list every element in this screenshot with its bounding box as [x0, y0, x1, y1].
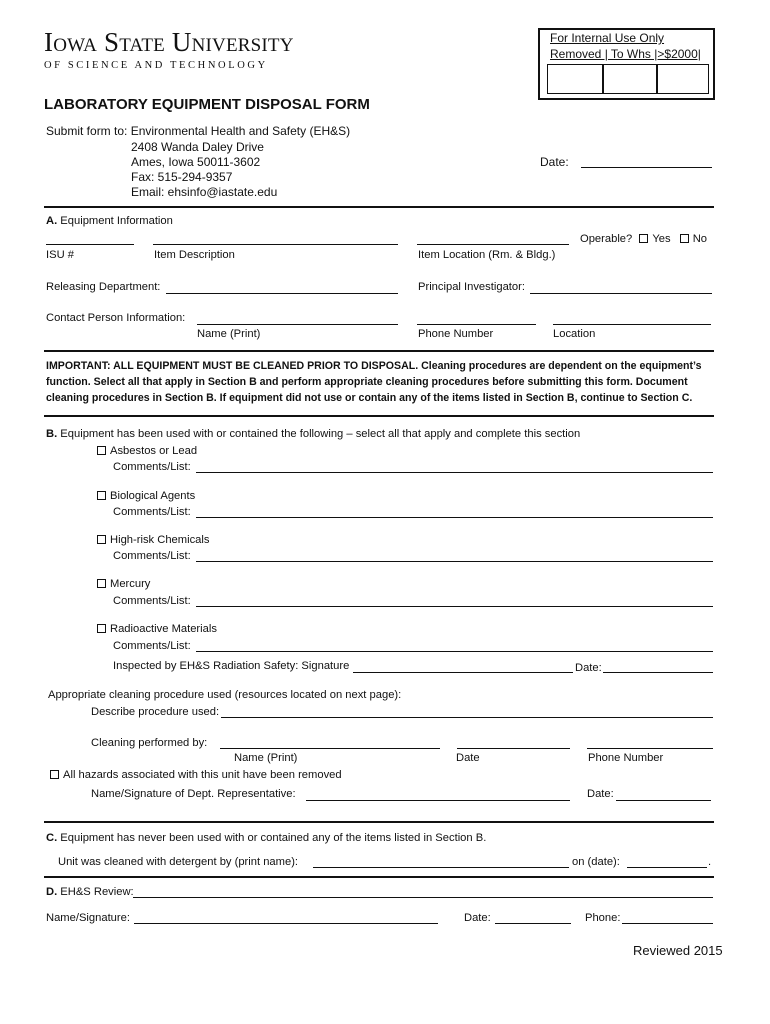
biological-agents-option[interactable] [97, 490, 195, 502]
section-c-title: Equipment has never been used with or contained any of the items listed in Section B. [60, 832, 487, 844]
internal-use-cell-to-whs[interactable] [603, 64, 657, 94]
ehs-name-signature-label: Name/Signature: [46, 912, 130, 924]
operable-yes-label: Yes [652, 233, 671, 245]
hazards-removed-label: All hazards associated with this unit have been removed [63, 769, 342, 781]
submit-address-line: 2408 Wanda Daley Drive [131, 140, 264, 154]
radiation-signature-field[interactable] [353, 672, 573, 673]
releasing-department-field[interactable] [166, 293, 398, 294]
hazards-removed-checkbox[interactable] [50, 770, 59, 779]
chemicals-comments-field[interactable] [196, 561, 713, 562]
radioactive-comments-field[interactable] [196, 651, 713, 652]
section-c-heading [46, 832, 486, 844]
asbestos-lead-option[interactable] [97, 445, 197, 457]
mercury-comments-field[interactable] [196, 606, 713, 607]
cleaner-date-label: Date [456, 752, 480, 764]
section-a-letter: A. [46, 215, 58, 227]
radiation-date-field[interactable] [603, 672, 713, 673]
cleaning-performed-label: Cleaning performed by: [91, 737, 208, 749]
radioactive-materials-option[interactable] [97, 623, 217, 635]
biological-comments-label: Comments/List: [113, 506, 191, 518]
section-divider-important [44, 350, 714, 352]
section-d-title: EH&S Review: [60, 886, 134, 898]
cleaning-procedure-label: Appropriate cleaning procedure used (resources located on next page): [48, 689, 402, 701]
contact-location-field[interactable] [553, 324, 711, 325]
important-notice-line-1: IMPORTANT: ALL EQUIPMENT MUST BE CLEANED PRIOR TO DISPOSAL. Cleaning procedures are dependent on the equipment’s [46, 360, 702, 372]
mercury-option[interactable] [97, 578, 150, 590]
ehs-phone-label: Phone: [585, 912, 621, 924]
internal-use-fields: Removed | To Whs |>$2000| [550, 47, 701, 61]
operable-question [580, 233, 707, 245]
section-a-title: Equipment Information [60, 215, 173, 227]
important-notice-line-3: cleaning procedures in Section B. If equipment did not use or contain any of the items listed in Section B, continue to Section C. [46, 392, 693, 404]
cleaner-name-field[interactable] [220, 748, 440, 749]
section-divider-a [44, 206, 714, 208]
contact-name-label: Name (Print) [197, 328, 261, 340]
form-date-field[interactable] [581, 167, 712, 168]
releasing-department-label: Releasing Department: [46, 281, 161, 293]
detergent-cleaner-name-field[interactable] [313, 867, 569, 868]
operable-yes-checkbox[interactable] [639, 234, 648, 243]
logo-wordmark: Iowa State University [44, 27, 294, 57]
radioactive-materials-checkbox[interactable] [97, 624, 106, 633]
radioactive-materials-label: Radioactive Materials [110, 623, 217, 635]
operable-no-checkbox[interactable] [680, 234, 689, 243]
internal-use-cell-over-2000[interactable] [657, 64, 709, 94]
ehs-name-signature-field[interactable] [134, 923, 438, 924]
contact-phone-label: Phone Number [418, 328, 494, 340]
submit-to-line: Submit form to: Environmental Health and Safety (EH&S) [46, 124, 351, 138]
describe-procedure-label: Describe procedure used: [91, 706, 220, 718]
asbestos-comments-field[interactable] [196, 472, 713, 473]
university-logo-name [44, 27, 294, 58]
section-d-letter: D. [46, 886, 58, 898]
principal-investigator-label: Principal Investigator: [418, 281, 525, 293]
university-logo-tagline: OF SCIENCE AND TECHNOLOGY [44, 60, 268, 71]
form-date-label: Date: [540, 155, 569, 169]
isu-number-label: ISU # [46, 249, 74, 261]
chemicals-comments-label: Comments/List: [113, 550, 191, 562]
asbestos-lead-checkbox[interactable] [97, 446, 106, 455]
important-notice-line-2: function. Select all that apply in Section B and perform appropriate cleaning procedures before submitting this form. Document [46, 376, 688, 388]
dept-rep-date-label: Date: [587, 788, 614, 800]
biological-agents-label: Biological Agents [110, 490, 196, 502]
dept-rep-date-field[interactable] [616, 800, 711, 801]
mercury-checkbox[interactable] [97, 579, 106, 588]
internal-use-cell-removed[interactable] [547, 64, 603, 94]
section-b-title: Equipment has been used with or contained the following – select all that apply and complete this section [60, 428, 581, 440]
operable-no-label: No [692, 233, 708, 245]
detergent-date-field[interactable] [627, 867, 707, 868]
cleaner-phone-label: Phone Number [588, 752, 664, 764]
cleaner-phone-field[interactable] [587, 748, 713, 749]
ehs-phone-field[interactable] [622, 923, 713, 924]
high-risk-chemicals-checkbox[interactable] [97, 535, 106, 544]
biological-comments-field[interactable] [196, 517, 713, 518]
item-location-field[interactable] [417, 244, 569, 245]
cleaner-date-field[interactable] [457, 748, 570, 749]
mercury-comments-label: Comments/List: [113, 595, 191, 607]
detergent-cleaned-label: Unit was cleaned with detergent by (print name): [58, 856, 299, 868]
section-b-letter: B. [46, 428, 58, 440]
form-title: LABORATORY EQUIPMENT DISPOSAL FORM [44, 96, 370, 113]
cleaner-name-label: Name (Print) [234, 752, 298, 764]
detergent-date-label: on (date): [572, 856, 620, 868]
radiation-date-label: Date: [575, 662, 602, 674]
section-divider-d [44, 876, 714, 878]
ehs-review-field[interactable] [133, 897, 713, 898]
contact-name-field[interactable] [197, 324, 398, 325]
submit-email-line: Email: ehsinfo@iastate.edu [131, 185, 278, 199]
dept-rep-label: Name/Signature of Dept. Representative: [91, 788, 296, 800]
contact-location-label: Location [553, 328, 596, 340]
internal-use-label: For Internal Use Only [550, 31, 665, 45]
section-c-letter: C. [46, 832, 58, 844]
asbestos-lead-label: Asbestos or Lead [110, 445, 198, 457]
contact-phone-field[interactable] [417, 324, 536, 325]
section-d-heading [46, 886, 134, 898]
dept-rep-signature-field[interactable] [306, 800, 570, 801]
mercury-label: Mercury [110, 578, 151, 590]
ehs-date-field[interactable] [495, 923, 571, 924]
item-description-field[interactable] [153, 244, 398, 245]
ehs-date-label: Date: [464, 912, 491, 924]
submit-city-line: Ames, Iowa 50011-3602 [131, 155, 261, 169]
item-location-label: Item Location (Rm. & Bldg.) [418, 249, 556, 261]
section-divider-c [44, 821, 714, 823]
radioactive-comments-label: Comments/List: [113, 640, 191, 652]
detergent-period: . [708, 856, 712, 868]
section-a-heading [46, 215, 173, 227]
section-divider-b [44, 415, 714, 417]
operable-label: Operable? [580, 233, 633, 245]
submit-fax-line: Fax: 515-294-9357 [131, 170, 233, 184]
item-description-label: Item Description [154, 249, 235, 261]
biological-agents-checkbox[interactable] [97, 491, 106, 500]
isu-number-field[interactable] [46, 244, 134, 245]
contact-person-label: Contact Person Information: [46, 312, 186, 324]
high-risk-chemicals-option[interactable] [97, 534, 209, 546]
reviewed-date: Reviewed 2015 [633, 943, 723, 958]
describe-procedure-field[interactable] [221, 717, 713, 718]
hazards-removed-option[interactable] [50, 769, 342, 781]
high-risk-chemicals-label: High-risk Chemicals [110, 534, 210, 546]
section-b-heading [46, 428, 580, 440]
radiation-inspection-label: Inspected by EH&S Radiation Safety: Signature [113, 660, 350, 672]
asbestos-comments-label: Comments/List: [113, 461, 191, 473]
principal-investigator-field[interactable] [530, 293, 712, 294]
